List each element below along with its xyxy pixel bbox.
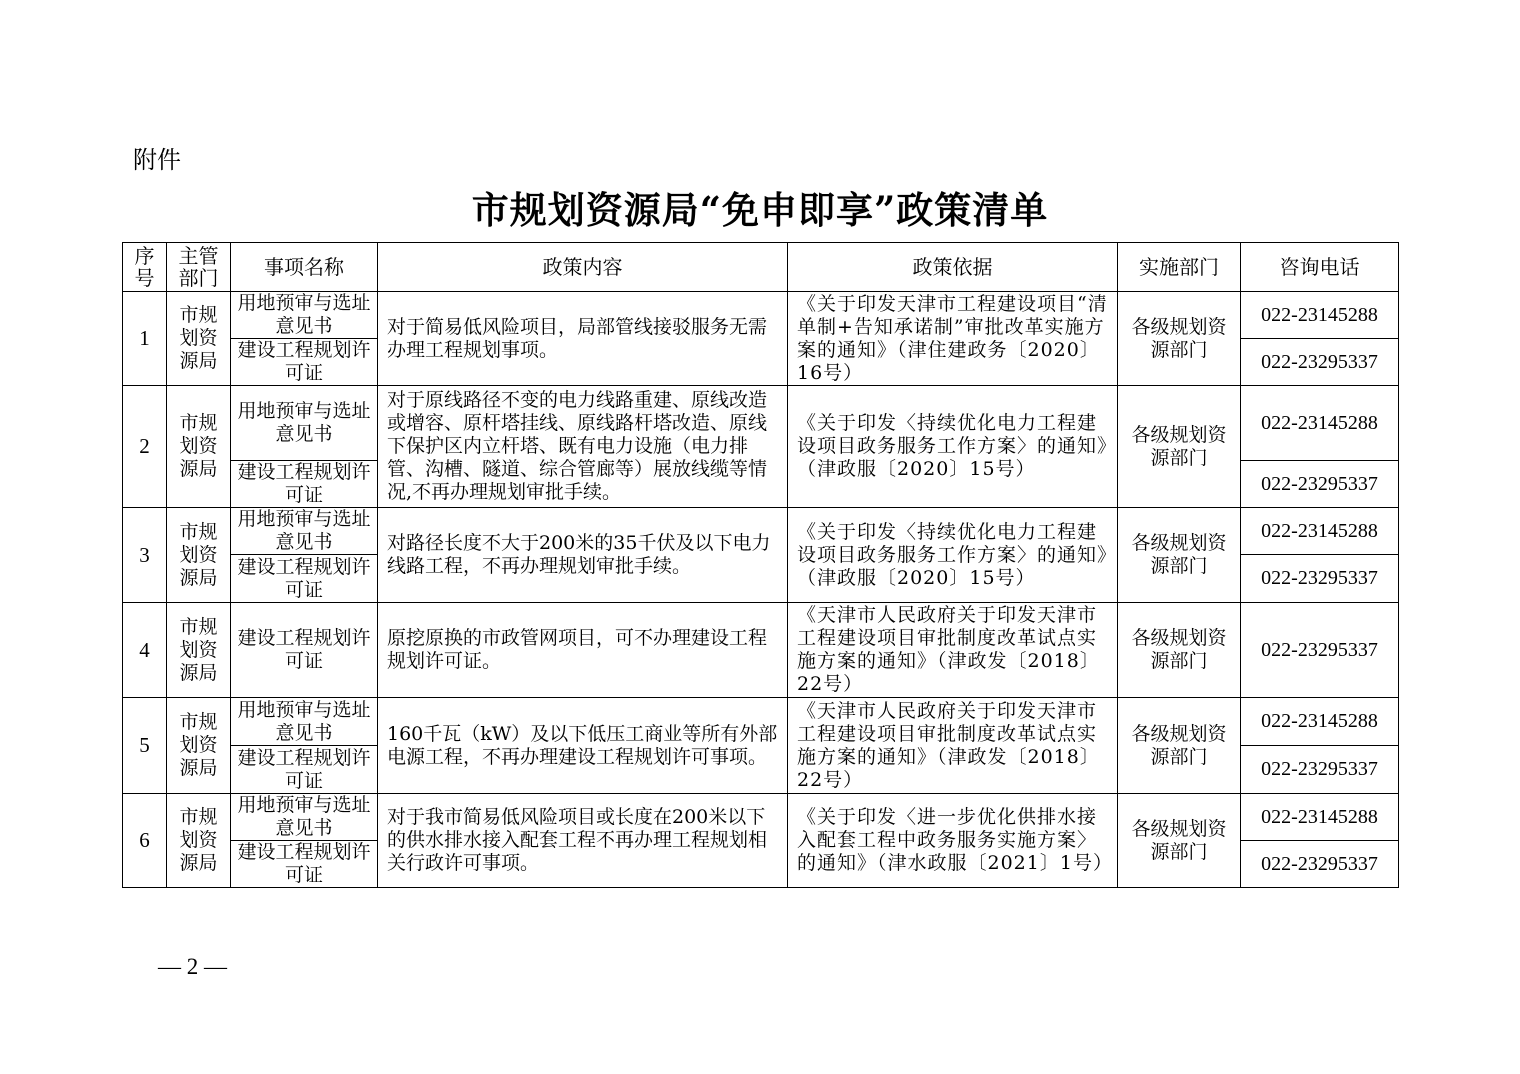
row-dept: 各级规划资源部门	[1118, 698, 1241, 794]
row-dept: 各级规划资源部门	[1118, 292, 1241, 386]
row-basis: 《关于印发〈进一步优化供排水接入配套工程中政务服务实施方案〉的通知》（津水政服〔2021〕1号）	[788, 794, 1118, 888]
table-row	[123, 386, 1399, 461]
row-dept: 各级规划资源部门	[1118, 794, 1241, 888]
policy-table	[122, 242, 1399, 888]
row-authority: 市规划资源局	[167, 292, 231, 386]
row-item: 建设工程规划许可证	[231, 339, 378, 386]
row-content: 对于简易低风险项目，局部管线接驳服务无需办理工程规划事项。	[378, 292, 788, 386]
row-phone: 022-23295337	[1241, 461, 1399, 508]
header-content: 政策内容	[378, 243, 788, 292]
row-basis: 《天津市人民政府关于印发天津市工程建设项目审批制度改革试点实施方案的通知》（津政发〔2018〕22号）	[788, 603, 1118, 698]
row-authority: 市规划资源局	[167, 508, 231, 603]
row-item: 用地预审与选址意见书	[231, 292, 378, 339]
row-item: 建设工程规划许可证	[231, 746, 378, 794]
row-number: 4	[123, 603, 167, 698]
header-item: 事项名称	[231, 243, 378, 292]
header-authority: 主管部门	[167, 243, 231, 292]
row-content: 对于我市简易低风险项目或长度在200米以下的供水排水接入配套工程不再办理工程规划相关行政许可事项。	[378, 794, 788, 888]
table-row	[123, 508, 1399, 555]
row-authority: 市规划资源局	[167, 794, 231, 888]
header-basis: 政策依据	[788, 243, 1118, 292]
table-row	[123, 603, 1399, 698]
row-phone: 022-23295337	[1241, 555, 1399, 603]
row-item: 用地预审与选址意见书	[231, 508, 378, 555]
row-content: 160千瓦（kW）及以下低压工商业等所有外部电源工程，不再办理建设工程规划许可事项。	[378, 698, 788, 794]
row-authority: 市规划资源局	[167, 698, 231, 794]
header-dept: 实施部门	[1118, 243, 1241, 292]
table-row	[123, 794, 1399, 841]
row-phone: 022-23145288	[1241, 794, 1399, 841]
row-number: 6	[123, 794, 167, 888]
row-dept: 各级规划资源部门	[1118, 386, 1241, 508]
row-number: 2	[123, 386, 167, 508]
row-basis: 《关于印发〈持续优化电力工程建设项目政务服务工作方案〉的通知》（津政服〔2020〕15号）	[788, 386, 1118, 508]
row-basis: 《关于印发天津市工程建设项目“清单制+告知承诺制”审批改革实施方案的通知》（津住建政务〔2020〕16号）	[788, 292, 1118, 386]
row-item: 用地预审与选址意见书	[231, 386, 378, 461]
table-header-row	[123, 243, 1399, 292]
row-number: 5	[123, 698, 167, 794]
row-basis: 《天津市人民政府关于印发天津市工程建设项目审批制度改革试点实施方案的通知》（津政发〔2018〕22号）	[788, 698, 1118, 794]
row-authority: 市规划资源局	[167, 386, 231, 508]
row-authority: 市规划资源局	[167, 603, 231, 698]
row-item: 建设工程规划许可证	[231, 461, 378, 508]
row-phone: 022-23295337	[1241, 841, 1399, 888]
row-content: 原挖原换的市政管网项目，可不办理建设工程规划许可证。	[378, 603, 788, 698]
row-item: 建设工程规划许可证	[231, 555, 378, 603]
annex-label: 附件	[133, 146, 181, 174]
row-phone: 022-23295337	[1241, 603, 1399, 698]
row-phone: 022-23295337	[1241, 339, 1399, 386]
table-row	[123, 698, 1399, 746]
row-phone: 022-23145288	[1241, 292, 1399, 339]
row-dept: 各级规划资源部门	[1118, 603, 1241, 698]
table-row	[123, 292, 1399, 339]
header-seq: 序号	[123, 243, 167, 292]
row-item: 建设工程规划许可证	[231, 841, 378, 888]
row-item: 用地预审与选址意见书	[231, 794, 378, 841]
row-content: 对路径长度不大于200米的35千伏及以下电力线路工程，不再办理规划审批手续。	[378, 508, 788, 603]
row-phone: 022-23145288	[1241, 508, 1399, 555]
row-number: 3	[123, 508, 167, 603]
row-dept: 各级规划资源部门	[1118, 508, 1241, 603]
row-item: 建设工程规划许可证	[231, 603, 378, 698]
row-phone: 022-23145288	[1241, 698, 1399, 746]
header-phone: 咨询电话	[1241, 243, 1399, 292]
document-title: 市规划资源局“免申即享”政策清单	[471, 188, 1049, 232]
row-phone: 022-23295337	[1241, 746, 1399, 794]
row-content: 对于原线路径不变的电力线路重建、原线改造或增容、原杆塔挂线、原线路杆塔改造、原线下保护区内立杆塔、既有电力设施（电力排管、沟槽、隧道、综合管廊等）展放线缆等情况,不再办理规划审批手续。	[378, 386, 788, 508]
row-basis: 《关于印发〈持续优化电力工程建设项目政务服务工作方案〉的通知》（津政服〔2020〕15号）	[788, 508, 1118, 603]
page-number: — 2 —	[158, 954, 227, 979]
row-number: 1	[123, 292, 167, 386]
row-phone: 022-23145288	[1241, 386, 1399, 461]
row-item: 用地预审与选址意见书	[231, 698, 378, 746]
